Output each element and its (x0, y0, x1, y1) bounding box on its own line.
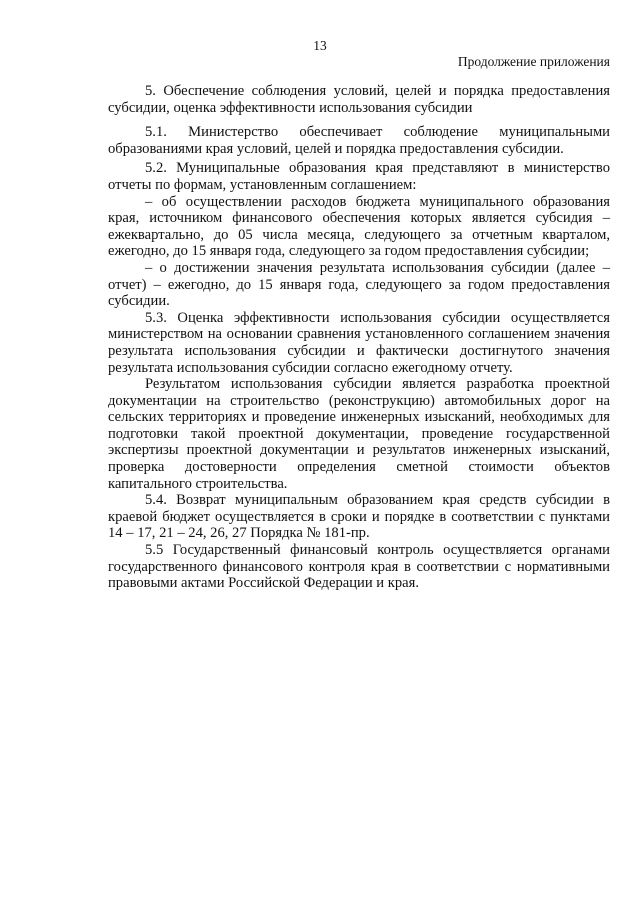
paragraph-5-2-item-result: – о достижении значения результата использования субсидии (далее – отчет) – ежегодно, до 15 января года, следующего за годом предоставления субсидии. (108, 259, 610, 310)
paragraph-5-2: 5.2. Муниципальные образования края представляют в министерство отчеты по формам, установленным соглашением: (108, 160, 610, 193)
paragraph-5-3-result: Результатом использования субсидии является разработка проектной документации на строительство (реконструкцию) автомобильных дорог на сельских территориях и проведение инженерных изысканий, необходимых для подготовки такой проектной документации, проведение государственной экспертизы проектной документации и результатов инженерных изысканий, проверка достоверности определения сметной стоимости объектов капитального строительства. (108, 376, 610, 492)
paragraph-5-1: 5.1. Министерство обеспечивает соблюдение муниципальными образованиями края условий, целей и порядка предоставления субсидии. (108, 124, 610, 157)
paragraph-5-3: 5.3. Оценка эффективности использования субсидии осуществляется министерством на основании сравнения установленного соглашением значения результата использования субсидии и фактически достигнутого значения результата использования субсидии согласно ежегодному отчету. (108, 309, 610, 376)
section-body (108, 83, 610, 592)
paragraph-5-5: 5.5 Государственный финансовый контроль осуществляется органами государственного финансового контроля края в соответствии с нормативными правовыми актами Российской Федерации и края. (108, 542, 610, 592)
page-number: 13 (313, 38, 327, 53)
section-heading: 5. Обеспечение соблюдения условий, целей и порядка предоставления субсидии, оценка эффективности использования субсидии (108, 83, 610, 116)
paragraph-5-2-item-expenses: – об осуществлении расходов бюджета муниципального образования края, источником финансового обеспечения которых является субсидия – ежеквартально, до 05 числа месяца, следующего за отчетным кварталом, ежегодно, до 15 января года, следующего за годом предоставления субсидии; (108, 193, 610, 260)
paragraph-5-4: 5.4. Возврат муниципальным образованием края средств субсидии в краевой бюджет осуществляется в сроки и порядке в соответствии с пунктами 14 – 17, 21 – 24, 26, 27 Порядка № 181-пр. (108, 492, 610, 542)
continuation-note: Продолжение приложения (457, 54, 610, 69)
